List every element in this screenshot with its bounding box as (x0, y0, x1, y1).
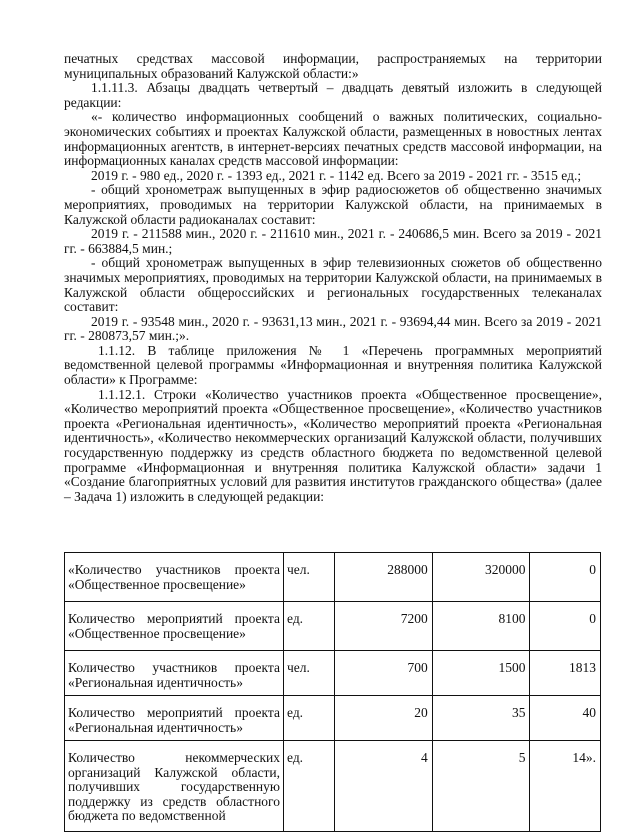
row-name-cell: Количество некоммерческих организаций Калужской области, получивших государственную поддержку из средств областного бюджета по ведомственной (65, 741, 284, 832)
table-row (65, 741, 601, 832)
row-value-cell: 20 (335, 696, 433, 741)
row-unit-cell: ед. (284, 741, 335, 832)
row-value-cell: 700 (335, 651, 433, 696)
table-row (65, 602, 601, 651)
paragraph-1-1-12: 1.1.12. В таблице приложения № 1 «Перечень программных мероприятий ведомственной целевой программы «Информационная и внутренняя политика Калужской области» к Программе: (64, 342, 602, 388)
row-value-cell: 40 (530, 696, 601, 741)
table-row (65, 651, 601, 696)
row-value-cell: 14». (530, 741, 601, 832)
row-unit-cell: ед. (284, 696, 335, 741)
row-name-cell: Количество мероприятий проекта «Региональная идентичность» (65, 696, 284, 741)
row-unit-cell: чел. (284, 553, 335, 602)
row-unit-cell: ед. (284, 602, 335, 651)
row-value-cell: 7200 (335, 602, 433, 651)
row-value-cell: 1500 (432, 651, 530, 696)
table-row (65, 696, 601, 741)
document-body (64, 52, 602, 504)
row-value-cell: 320000 (432, 553, 530, 602)
row-name-cell: Количество мероприятий проекта «Общественное просвещение» (65, 602, 284, 651)
paragraph-info-messages: «- количество информационных сообщений о важных политических, социально-экономических событиях и проектах Калужской области, размещенных в новостных лентах информационных агентств, в интернет-версиях печатных средств массовой информации, на информационных каналах средств массовой информации: (64, 109, 602, 169)
paragraph-1-1-12-1: 1.1.12.1. Строки «Количество участников проекта «Общественное просвещение», «Количество мероприятий проекта «Общественное просвещение», «Количество участников проекта «Региональная идентичность», «Количество мероприятий проекта «Региональная идентичность», «Количество некоммерческих организаций Калужской области, получивших государственную поддержку из средств областного бюджета по ведомственной целевой программе «Информационная и внутренняя политика Калужской области» задачи 1 «Создание благоприятных условий для развития институтов гражданского общества» (далее – Задача 1) изложить в следующей редакции: (64, 386, 602, 504)
table-row (65, 553, 601, 602)
paragraph-messages-values: 2019 г. - 980 ед., 2020 г. - 1393 ед., 2021 г. - 1142 ед. Всего за 2019 - 2021 гг. - 3515 ед.; (91, 167, 582, 183)
paragraph-continuation: печатных средствах массовой информации, распространяемых на территории муниципальных образований Калужской области:» (64, 51, 602, 81)
row-value-cell: 0 (530, 602, 601, 651)
indicators-table (64, 552, 601, 832)
paragraph-radio-values: 2019 г. - 211588 мин., 2020 г. - 211610 мин., 2021 г. - 240686,5 мин. Всего за 2019 - 2021 гг. - 663884,5 мин.; (64, 226, 602, 256)
row-value-cell: 0 (530, 553, 601, 602)
row-value-cell: 8100 (432, 602, 530, 651)
row-value-cell: 288000 (335, 553, 433, 602)
row-value-cell: 1813 (530, 651, 601, 696)
row-value-cell: 5 (432, 741, 530, 832)
row-name-cell: «Количество участников проекта «Общественное просвещение» (65, 553, 284, 602)
paragraph-1-1-11-3: 1.1.11.3. Абзацы двадцать четвертый – двадцать девятый изложить в следующей редакции: (64, 80, 602, 110)
row-unit-cell: чел. (284, 651, 335, 696)
paragraph-tv-timing: - общий хронометраж выпущенных в эфир телевизионных сюжетов об общественно значимых мероприятиях, проводимых на территории Калужской области, на принимаемых в Калужской области общероссийских и региональных государственных телеканалах составит: (64, 255, 602, 315)
paragraph-tv-values: 2019 г. - 93548 мин., 2020 г. - 93631,13 мин., 2021 г. - 93694,44 мин. Всего за 2019 - 2021 гг. - 280873,57 мин.;». (64, 313, 602, 344)
row-value-cell: 4 (335, 741, 433, 832)
row-name-cell: Количество участников проекта «Региональная идентичность» (65, 651, 284, 696)
row-value-cell: 35 (432, 696, 530, 741)
paragraph-radio-timing: - общий хронометраж выпущенных в эфир радиосюжетов об общественно значимых мероприятиях, проводимых на территории Калужской области, на принимаемых в Калужской области радиоканалах составит: (64, 182, 602, 227)
